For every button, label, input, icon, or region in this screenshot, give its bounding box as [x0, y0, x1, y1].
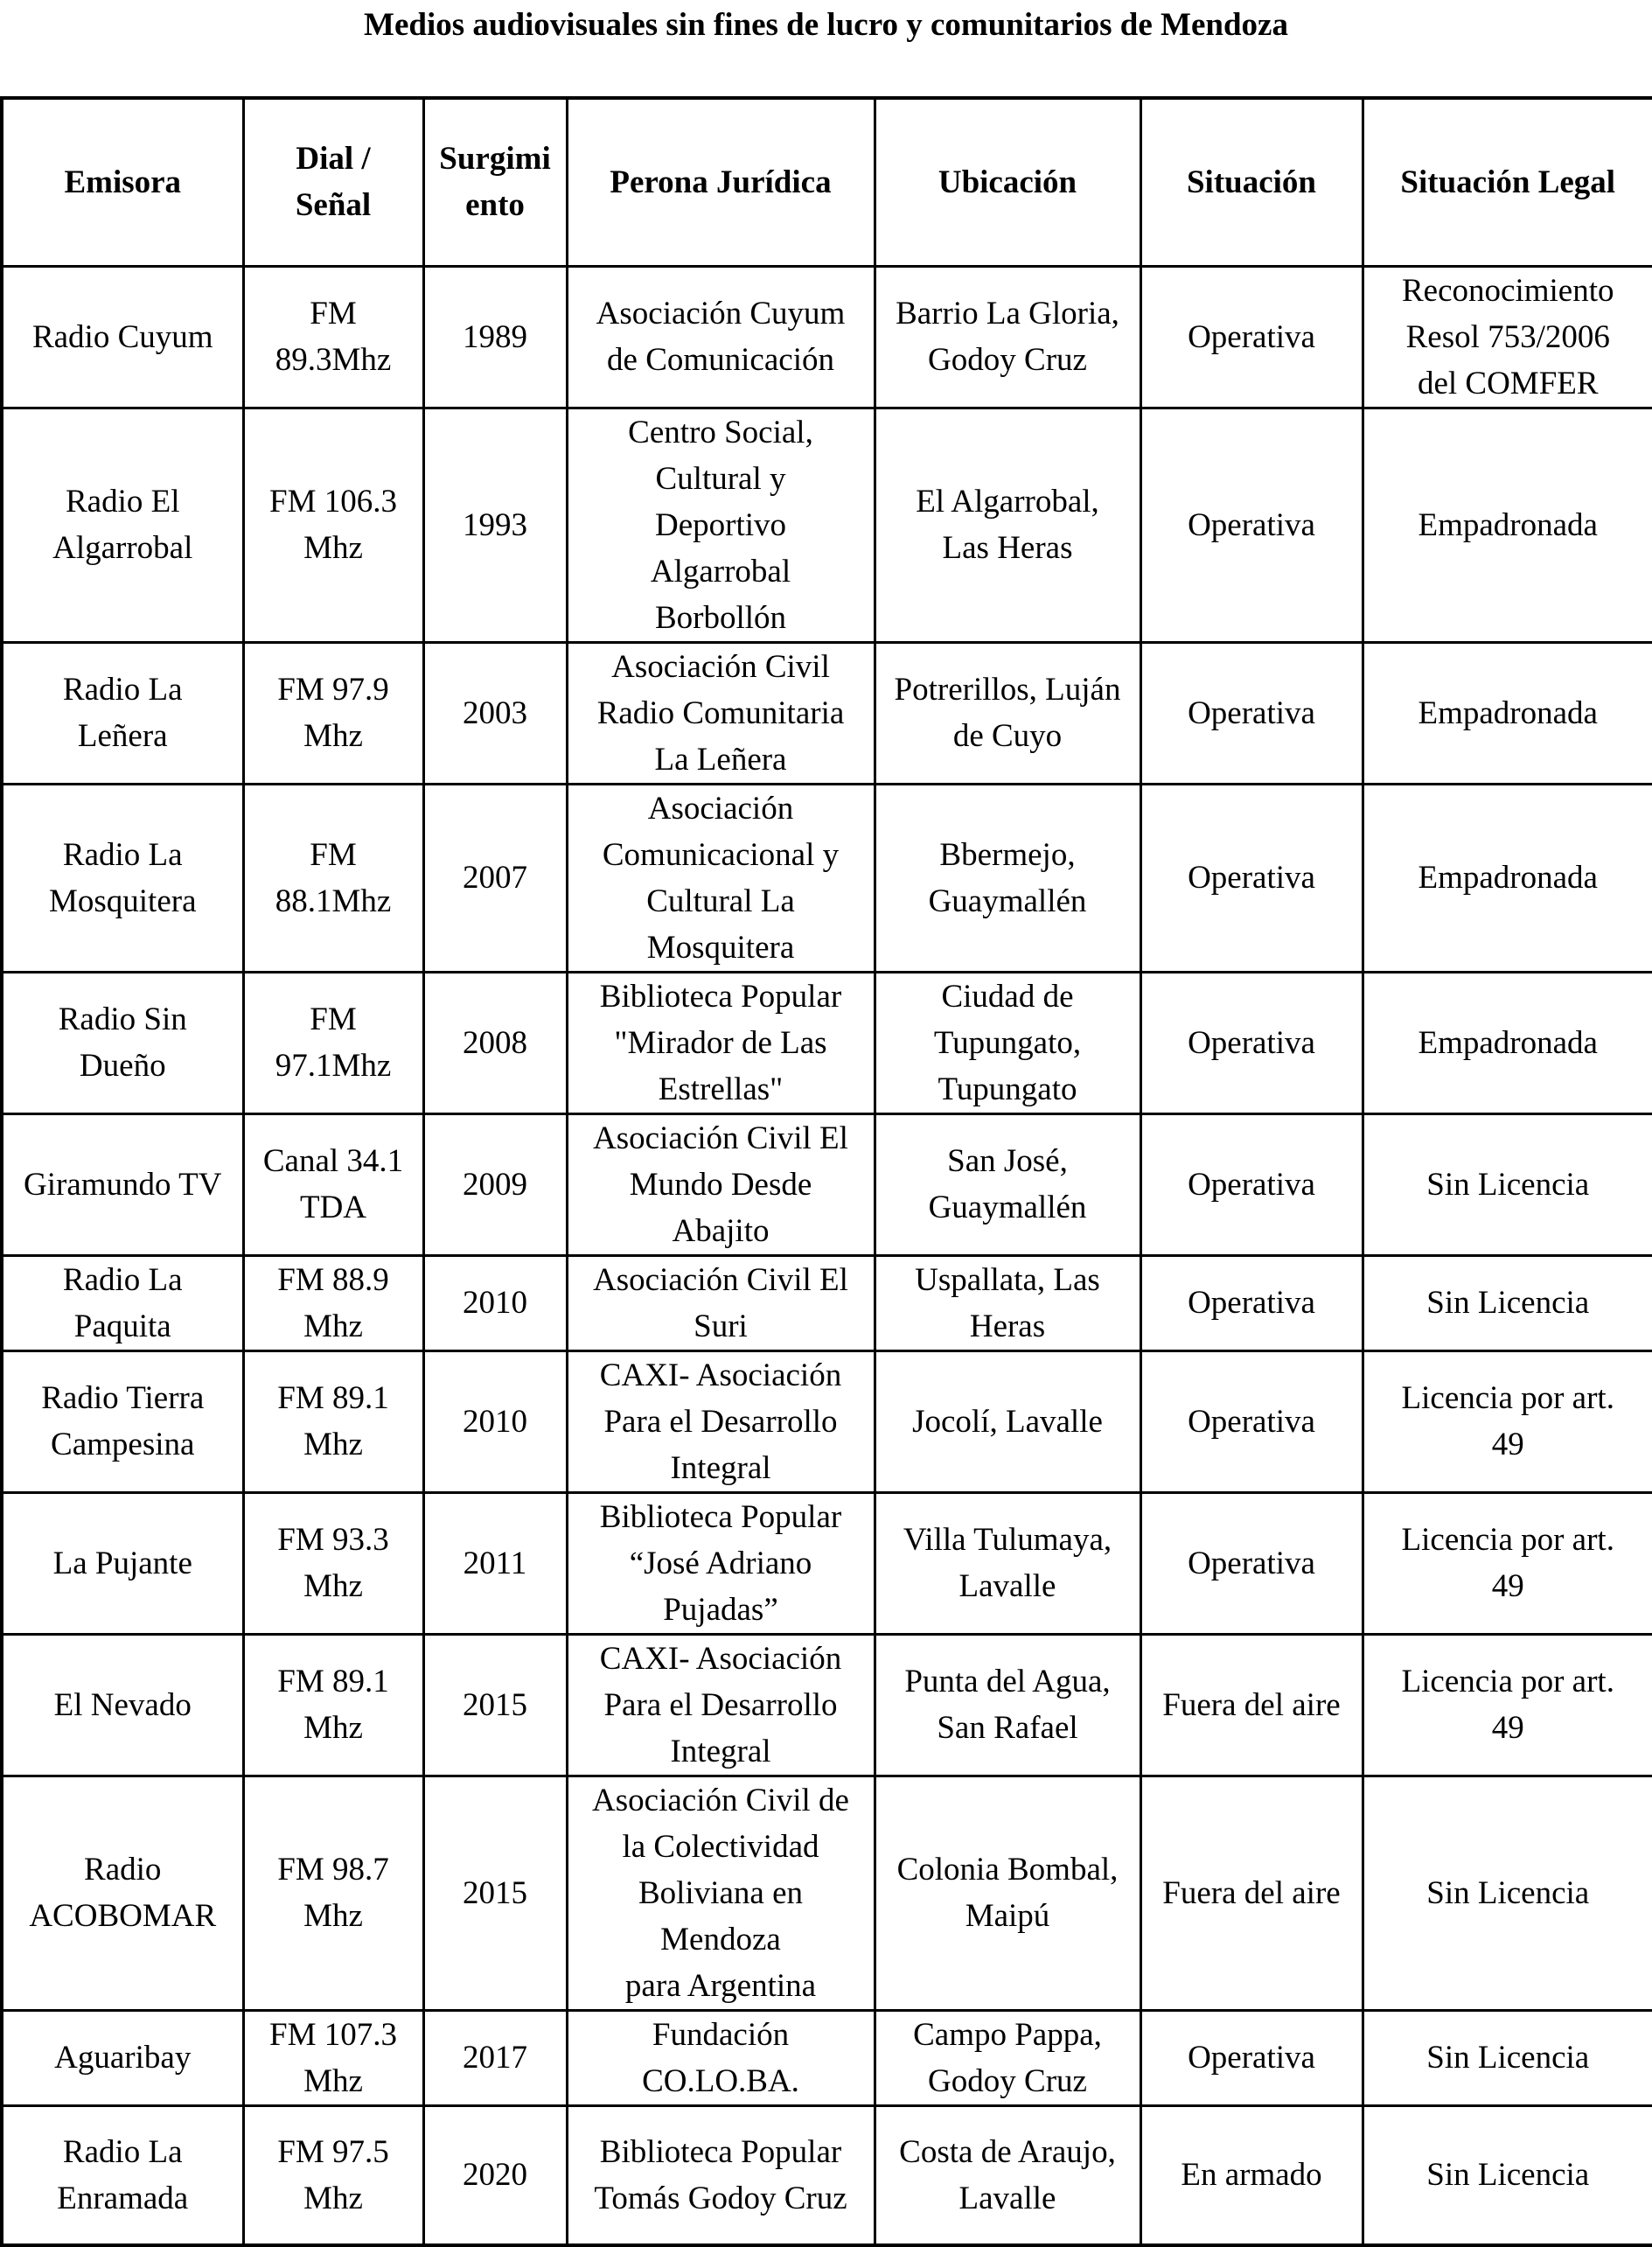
cell-ubicacion: Punta del Agua, San Rafael [875, 1634, 1140, 1776]
cell-emisora: Radio ACOBOMAR [2, 1776, 243, 2010]
cell-dial: FM 98.7 Mhz [243, 1776, 423, 2010]
cell-dial: FM 89.1 Mhz [243, 1350, 423, 1492]
cell-situacion-legal: Licencia por art. 49 [1363, 1350, 1652, 1492]
column-header-ubicacion: Ubicación [875, 98, 1140, 266]
cell-ubicacion: Barrio La Gloria, Godoy Cruz [875, 266, 1140, 408]
cell-emisora: Radio La Leñera [2, 642, 243, 784]
cell-situacion-legal: Reconocimiento Resol 753/2006 del COMFER [1363, 266, 1652, 408]
cell-surgimiento: 2003 [423, 642, 567, 784]
cell-persona-juridica: Asociación Civil de la Colectividad Boliviana en Mendoza para Argentina [567, 1776, 875, 2010]
table-row [2, 1350, 1652, 1492]
table-row [2, 1776, 1652, 2010]
cell-dial: FM 88.9 Mhz [243, 1255, 423, 1350]
column-header-situacion-legal: Situación Legal [1363, 98, 1652, 266]
cell-dial: FM 89.3Mhz [243, 266, 423, 408]
column-header-situacion: Situación [1140, 98, 1363, 266]
cell-ubicacion: Bbermejo, Guaymallén [875, 784, 1140, 972]
table-header [2, 98, 1652, 266]
table-row [2, 1255, 1652, 1350]
cell-situacion: Operativa [1140, 1350, 1363, 1492]
cell-situacion: Operativa [1140, 2010, 1363, 2105]
cell-persona-juridica: Fundación CO.LO.BA. [567, 2010, 875, 2105]
cell-persona-juridica: Biblioteca Popular "Mirador de Las Estrellas" [567, 972, 875, 1113]
cell-ubicacion: Campo Pappa, Godoy Cruz [875, 2010, 1140, 2105]
cell-surgimiento: 2010 [423, 1350, 567, 1492]
cell-surgimiento: 2011 [423, 1492, 567, 1634]
table-body [2, 266, 1652, 2245]
cell-persona-juridica: Asociación Civil Radio Comunitaria La Leñera [567, 642, 875, 784]
cell-situacion-legal: Sin Licencia [1363, 1255, 1652, 1350]
cell-surgimiento: 2015 [423, 1634, 567, 1776]
cell-emisora: Radio La Mosquitera [2, 784, 243, 972]
table-row [2, 1492, 1652, 1634]
cell-persona-juridica: Asociación Civil El Mundo Desde Abajito [567, 1113, 875, 1255]
cell-emisora: Giramundo TV [2, 1113, 243, 1255]
table-row [2, 972, 1652, 1113]
cell-emisora: Radio Tierra Campesina [2, 1350, 243, 1492]
cell-ubicacion: Ciudad de Tupungato, Tupungato [875, 972, 1140, 1113]
stations-table [0, 96, 1652, 2247]
cell-dial: FM 106.3 Mhz [243, 408, 423, 642]
cell-surgimiento: 1993 [423, 408, 567, 642]
cell-surgimiento: 2009 [423, 1113, 567, 1255]
cell-persona-juridica: Biblioteca Popular “José Adriano Pujadas” [567, 1492, 875, 1634]
cell-ubicacion: Jocolí, Lavalle [875, 1350, 1140, 1492]
cell-persona-juridica: Asociación Cuyum de Comunicación [567, 266, 875, 408]
column-header-dial: Dial / Señal [243, 98, 423, 266]
cell-dial: FM 97.9 Mhz [243, 642, 423, 784]
cell-situacion: Operativa [1140, 784, 1363, 972]
cell-situacion: Fuera del aire [1140, 1776, 1363, 2010]
cell-ubicacion: Potrerillos, Luján de Cuyo [875, 642, 1140, 784]
cell-surgimiento: 2007 [423, 784, 567, 972]
cell-situacion: En armado [1140, 2105, 1363, 2245]
cell-surgimiento: 2008 [423, 972, 567, 1113]
cell-situacion-legal: Empadronada [1363, 972, 1652, 1113]
cell-surgimiento: 2020 [423, 2105, 567, 2245]
cell-surgimiento: 2015 [423, 1776, 567, 2010]
cell-dial: Canal 34.1 TDA [243, 1113, 423, 1255]
cell-surgimiento: 1989 [423, 266, 567, 408]
column-header-emisora: Emisora [2, 98, 243, 266]
cell-situacion-legal: Empadronada [1363, 642, 1652, 784]
cell-situacion: Operativa [1140, 642, 1363, 784]
cell-situacion: Fuera del aire [1140, 1634, 1363, 1776]
cell-surgimiento: 2017 [423, 2010, 567, 2105]
cell-situacion-legal: Empadronada [1363, 408, 1652, 642]
cell-surgimiento: 2010 [423, 1255, 567, 1350]
table-row [2, 1634, 1652, 1776]
cell-situacion: Operativa [1140, 408, 1363, 642]
cell-dial: FM 88.1Mhz [243, 784, 423, 972]
cell-situacion-legal: Sin Licencia [1363, 2105, 1652, 2245]
cell-emisora: El Nevado [2, 1634, 243, 1776]
cell-emisora: Radio La Enramada [2, 2105, 243, 2245]
cell-ubicacion: El Algarrobal, Las Heras [875, 408, 1140, 642]
table-row [2, 1113, 1652, 1255]
cell-persona-juridica: Centro Social, Cultural y Deportivo Algarrobal Borbollón [567, 408, 875, 642]
table-row [2, 2010, 1652, 2105]
cell-situacion-legal: Sin Licencia [1363, 1776, 1652, 2010]
cell-dial: FM 89.1 Mhz [243, 1634, 423, 1776]
cell-ubicacion: San José, Guaymallén [875, 1113, 1140, 1255]
cell-persona-juridica: Asociación Comunicacional y Cultural La Mosquitera [567, 784, 875, 972]
cell-situacion: Operativa [1140, 972, 1363, 1113]
table-row [2, 784, 1652, 972]
cell-ubicacion: Villa Tulumaya, Lavalle [875, 1492, 1140, 1634]
cell-ubicacion: Uspallata, Las Heras [875, 1255, 1140, 1350]
cell-persona-juridica: Asociación Civil El Suri [567, 1255, 875, 1350]
column-header-persona-juridica: Perona Jurídica [567, 98, 875, 266]
table-row [2, 408, 1652, 642]
page-title: Medios audiovisuales sin fines de lucro y comunitarios de Mendoza [364, 7, 1288, 43]
cell-emisora: Radio El Algarrobal [2, 408, 243, 642]
cell-dial: FM 93.3 Mhz [243, 1492, 423, 1634]
cell-persona-juridica: CAXI- Asociación Para el Desarrollo Integral [567, 1634, 875, 1776]
cell-dial: FM 97.1Mhz [243, 972, 423, 1113]
column-header-surgimiento: Surgimi ento [423, 98, 567, 266]
cell-situacion-legal: Empadronada [1363, 784, 1652, 972]
cell-emisora: Radio La Paquita [2, 1255, 243, 1350]
cell-situacion-legal: Sin Licencia [1363, 1113, 1652, 1255]
cell-emisora: Radio Sin Dueño [2, 972, 243, 1113]
table-row [2, 2105, 1652, 2245]
cell-situacion-legal: Licencia por art. 49 [1363, 1634, 1652, 1776]
cell-emisora: Radio Cuyum [2, 266, 243, 408]
cell-emisora: Aguaribay [2, 2010, 243, 2105]
cell-situacion: Operativa [1140, 1255, 1363, 1350]
cell-dial: FM 97.5 Mhz [243, 2105, 423, 2245]
cell-situacion: Operativa [1140, 1492, 1363, 1634]
header-row [2, 98, 1652, 266]
cell-emisora: La Pujante [2, 1492, 243, 1634]
cell-persona-juridica: Biblioteca Popular Tomás Godoy Cruz [567, 2105, 875, 2245]
cell-ubicacion: Costa de Araujo, Lavalle [875, 2105, 1140, 2245]
table-row [2, 642, 1652, 784]
cell-situacion-legal: Sin Licencia [1363, 2010, 1652, 2105]
cell-persona-juridica: CAXI- Asociación Para el Desarrollo Integral [567, 1350, 875, 1492]
cell-dial: FM 107.3 Mhz [243, 2010, 423, 2105]
table-row [2, 266, 1652, 408]
cell-situacion: Operativa [1140, 266, 1363, 408]
cell-situacion-legal: Licencia por art. 49 [1363, 1492, 1652, 1634]
cell-ubicacion: Colonia Bombal, Maipú [875, 1776, 1140, 2010]
cell-situacion: Operativa [1140, 1113, 1363, 1255]
